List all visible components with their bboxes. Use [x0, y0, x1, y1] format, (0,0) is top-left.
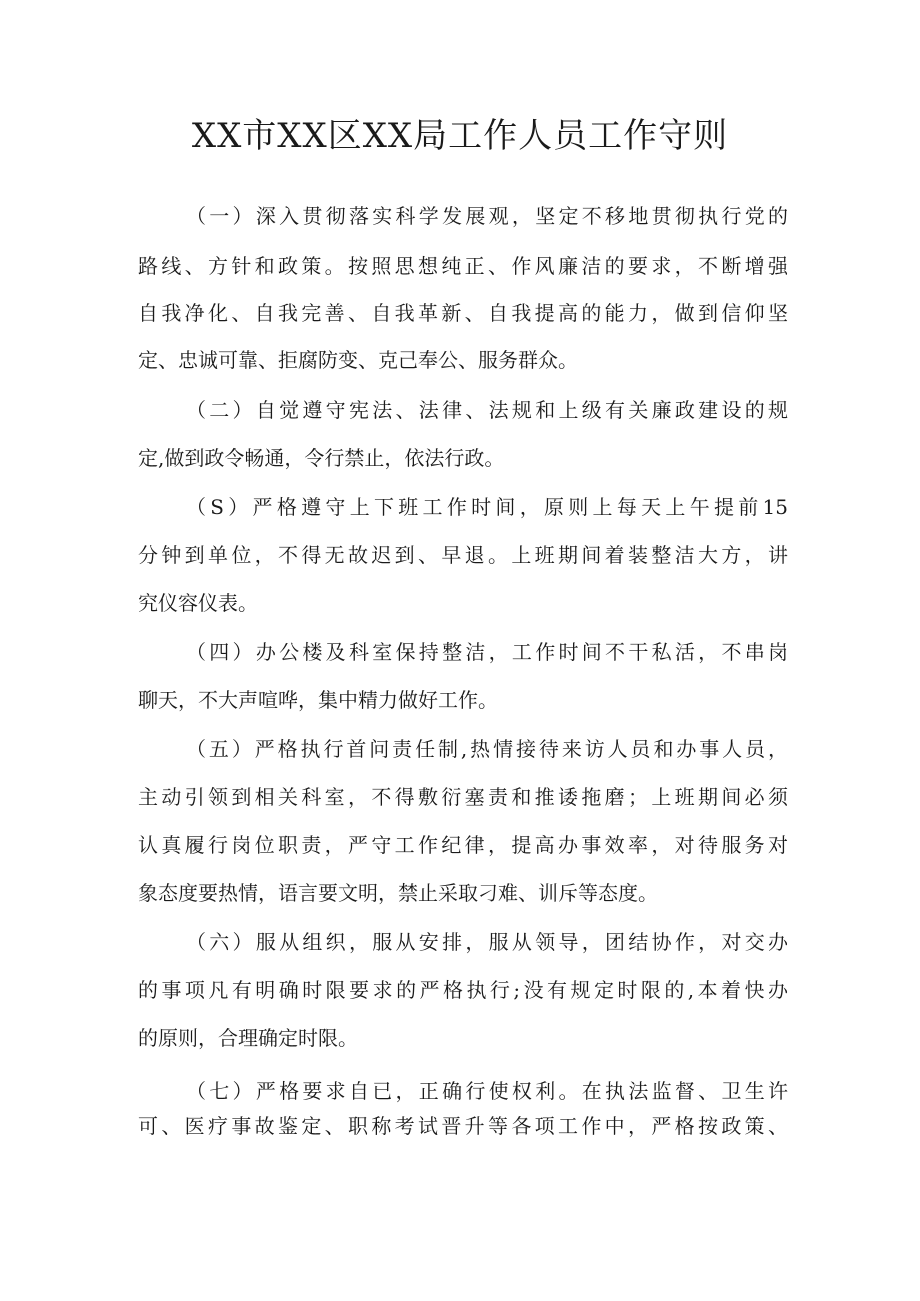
- paragraph-6-line-1: （六）服从组织，服从安排，服从领导，团结协作，对交办: [186, 930, 788, 954]
- document-title: XX市XX区XX局工作人员工作守则: [191, 116, 729, 156]
- paragraph-5-line-3: 认真履行岗位职责，严守工作纪律，提高办事效率，对待服务对: [138, 833, 788, 857]
- paragraph-4-line-1: （四）办公楼及科室保持整洁，工作时间不干私活，不串岗: [186, 640, 788, 664]
- paragraph-2-line-1: （二）自觉遵守宪法、法律、法规和上级有关廉政建设的规: [186, 398, 788, 422]
- paragraph-2-line-2: 定,做到政令畅通，令行禁止，依法行政。: [138, 446, 505, 470]
- paragraph-7-line-1: （七）严格要求自已，正确行使权利。在执法监督、卫生许: [186, 1079, 788, 1103]
- paragraph-3-line-2: 分钟到单位，不得无故迟到、早退。上班期间着装整洁大方，讲: [138, 543, 788, 567]
- paragraph-3-line-3: 究仪容仪表。: [138, 591, 258, 615]
- paragraph-1-line-2: 路线、方针和政策。按照思想纯正、作风廉洁的要求，不断增强: [138, 254, 788, 278]
- paragraph-5-line-1: （五）严格执行首问责任制,热情接待来访人员和办事人员，: [186, 737, 788, 761]
- paragraph-1-line-1: （一）深入贯彻落实科学发展观，坚定不移地贯彻执行党的: [186, 204, 788, 228]
- paragraph-1-line-3: 自我净化、自我完善、自我革新、自我提高的能力，做到信仰坚: [138, 301, 788, 325]
- paragraph-5-line-2: 主动引领到相关科室，不得敷衍塞责和推诿拖磨；上班期间必须: [138, 785, 788, 809]
- paragraph-5-line-4: 象态度要热情，语言要文明，禁止采取刁难、训斥等态度。: [138, 881, 658, 905]
- paragraph-4-line-2: 聊天，不大声喧哗，集中精力做好工作。: [138, 688, 498, 712]
- paragraph-1-line-4: 定、忠诚可靠、拒腐防变、克己奉公、服务群众。: [138, 348, 578, 372]
- paragraph-6-line-2: 的事项凡有明确时限要求的严格执行;没有规定时限的,本着快办: [138, 978, 788, 1002]
- paragraph-6-line-3: 的原则，合理确定时限。: [138, 1026, 358, 1050]
- paragraph-3-line-1: （S）严格遵守上下班工作时间，原则上每天上午提前15: [186, 495, 788, 519]
- paragraph-7-line-2: 可、医疗事故鉴定、职称考试晋升等各项工作中，严格按政策、: [138, 1114, 788, 1138]
